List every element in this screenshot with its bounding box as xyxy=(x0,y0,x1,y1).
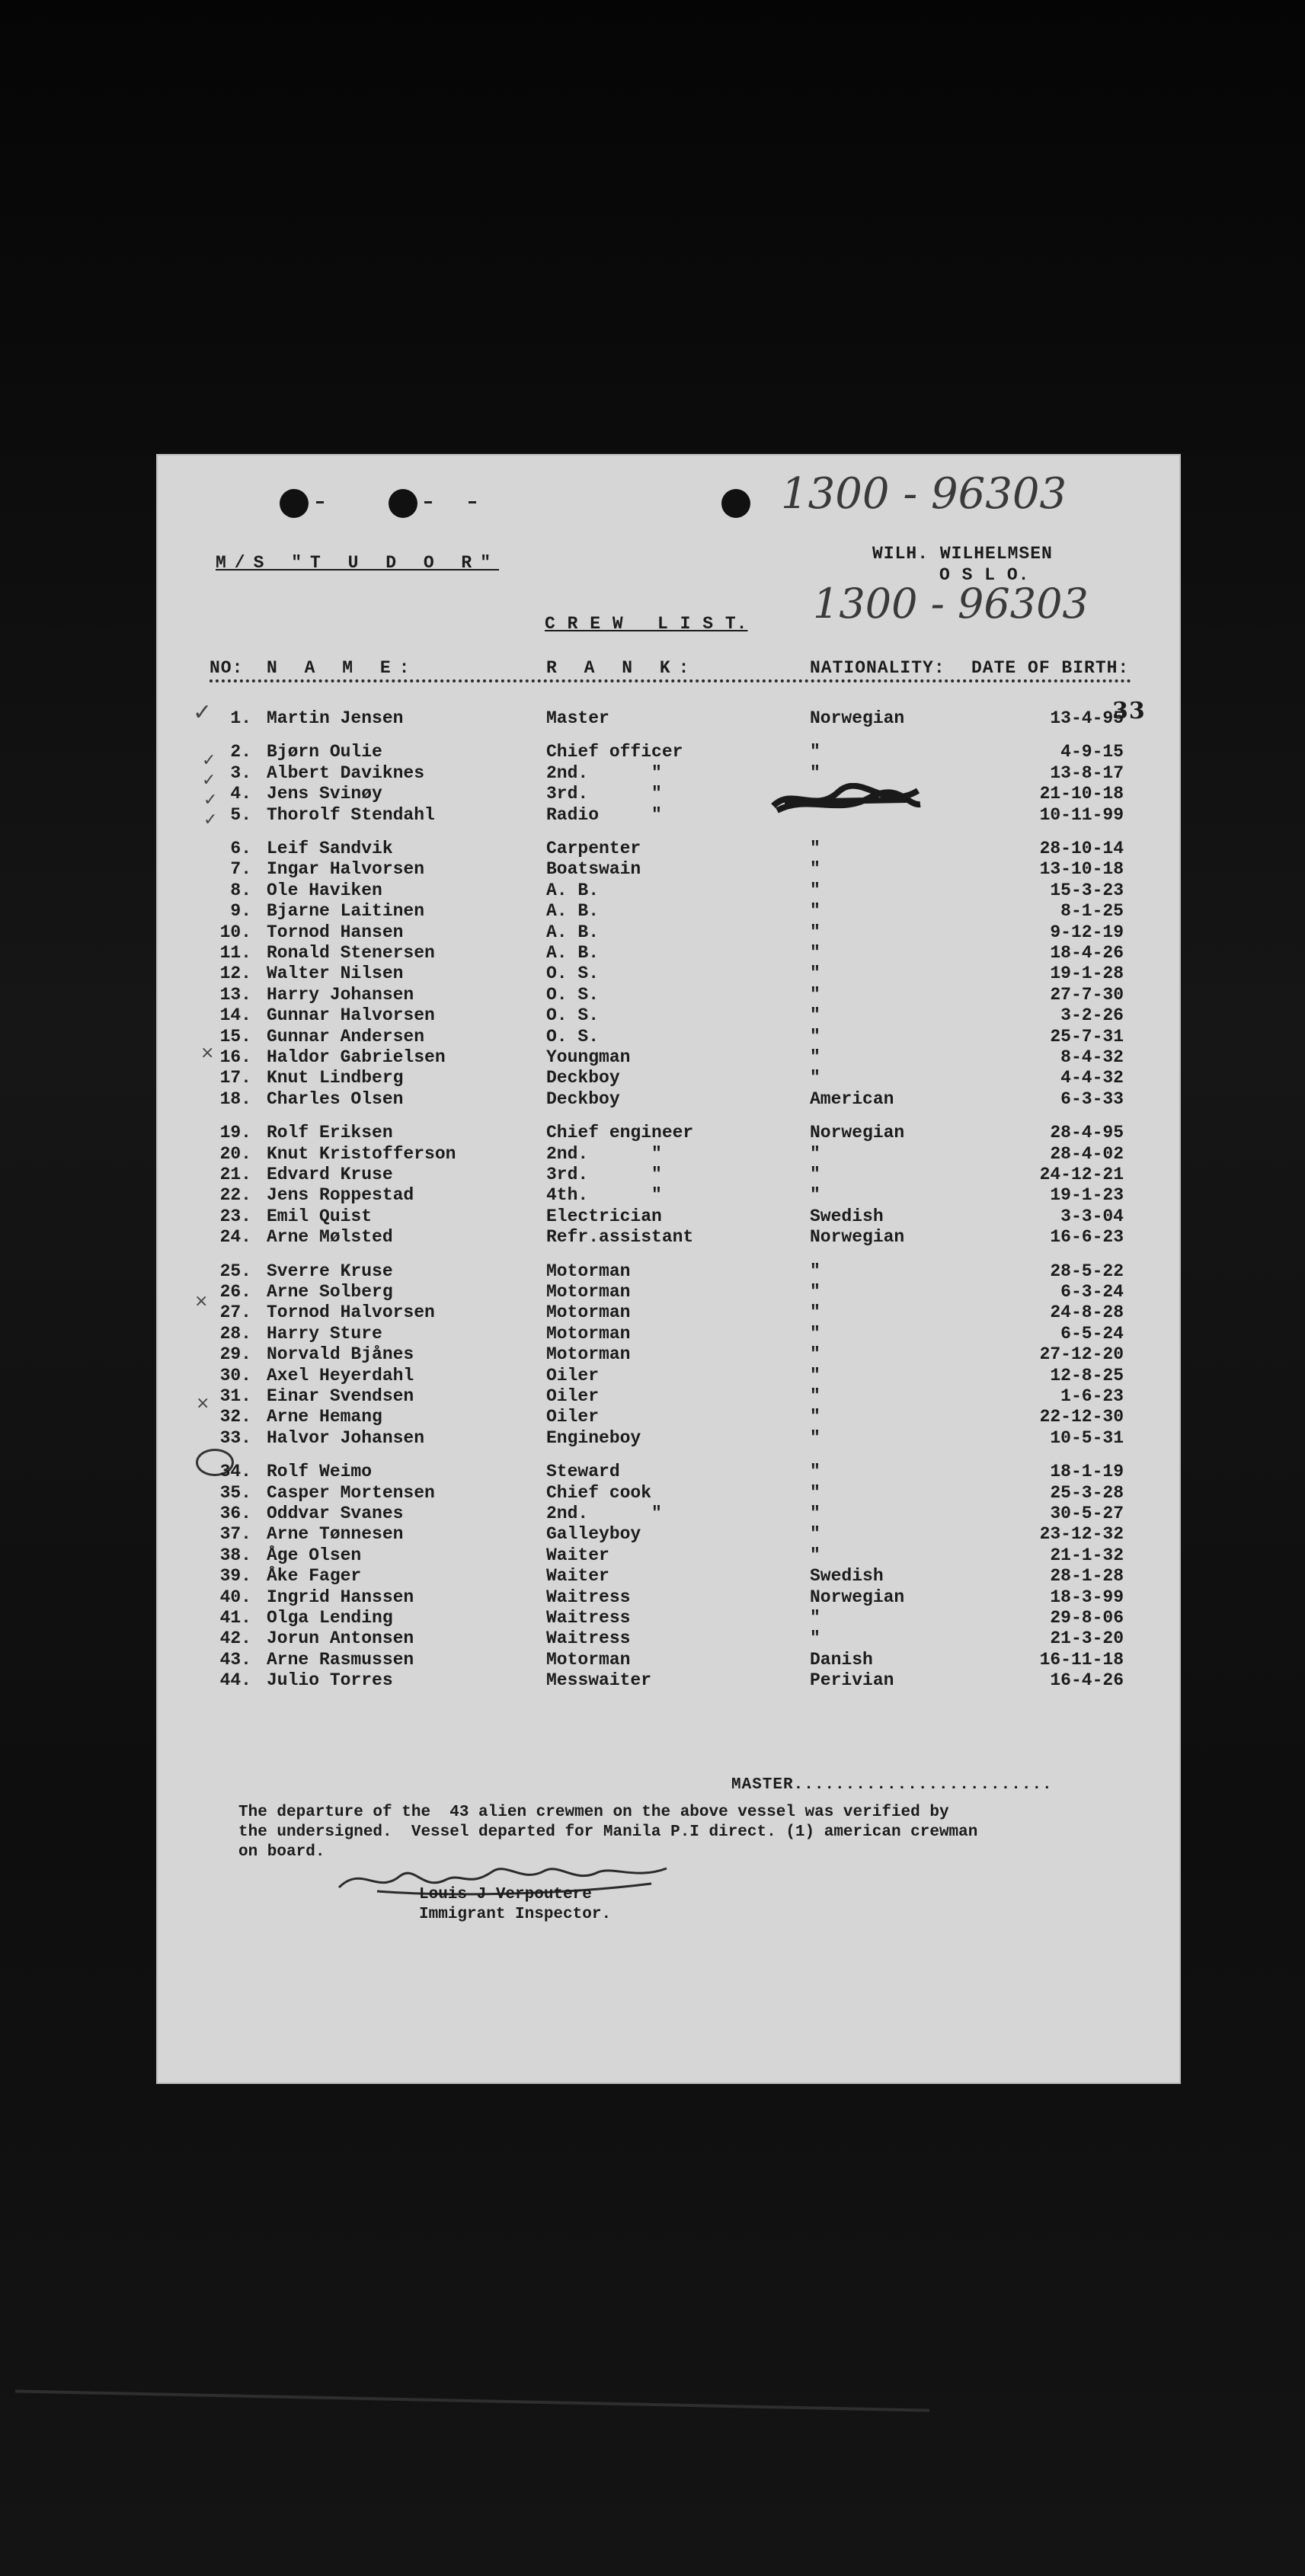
crew-number: 34. xyxy=(219,1462,251,1482)
crew-nationality: " xyxy=(810,839,820,858)
crew-number: 21. xyxy=(219,1165,251,1184)
crew-row xyxy=(156,964,1181,983)
crew-number: 44. xyxy=(219,1670,251,1691)
crew-date-of-birth: 10-5-31 xyxy=(1050,1427,1124,1448)
crew-row xyxy=(156,1227,1181,1247)
owner-line-2: O S L O. xyxy=(939,565,1030,585)
crew-number: 43. xyxy=(219,1649,251,1670)
crew-date-of-birth: 10-11-99 xyxy=(1039,804,1124,825)
check-mark: ✓ xyxy=(203,810,218,829)
crew-name: Rolf Eriksen xyxy=(267,1123,393,1143)
crew-date-of-birth: 28-10-14 xyxy=(1039,839,1124,858)
crew-number: 14. xyxy=(219,1005,251,1026)
crew-nationality: Perivian xyxy=(810,1670,894,1691)
crew-name: Bjørn Oulie xyxy=(267,742,382,762)
crew-number: 8. xyxy=(230,880,251,900)
inspector-title: Immigrant Inspector. xyxy=(419,1906,612,1923)
crew-nationality: " xyxy=(810,1005,820,1026)
crew-number: 20. xyxy=(219,1143,251,1164)
crew-date-of-birth: 24-12-21 xyxy=(1039,1165,1124,1184)
crew-name: Einar Svendsen xyxy=(267,1386,414,1406)
crew-number: 30. xyxy=(219,1365,251,1385)
crew-date-of-birth: 6-5-24 xyxy=(1060,1323,1124,1344)
crew-row xyxy=(156,1483,1181,1503)
x-mark: × xyxy=(196,1394,210,1413)
crew-nationality: " xyxy=(810,1462,820,1482)
crew-date-of-birth: 8-1-25 xyxy=(1060,901,1124,922)
crew-number: 17. xyxy=(219,1068,251,1088)
crew-rank: O. S. xyxy=(546,984,600,1005)
crew-name: Arne Mølsted xyxy=(267,1227,393,1248)
crew-date-of-birth: 13-4-95 xyxy=(1050,708,1124,728)
crew-nationality: " xyxy=(810,880,820,900)
crew-name: Thorolf Stendahl xyxy=(267,804,435,825)
crew-row xyxy=(156,1068,1181,1088)
crew-rank: A. B. xyxy=(546,922,600,942)
verification-note-line-1: The departure of the 43 alien crewmen on the above vessel was verified by xyxy=(238,1804,949,1821)
crew-name: Knut Lindberg xyxy=(267,1068,404,1088)
crew-row xyxy=(156,805,1181,825)
crew-rank: 2nd. " xyxy=(546,762,662,783)
crew-nationality: " xyxy=(810,762,820,783)
crew-name: Tornod Halvorsen xyxy=(267,1302,435,1323)
crew-date-of-birth: 29-8-06 xyxy=(1050,1608,1124,1628)
crew-number: 12. xyxy=(219,964,251,984)
crew-name: Martin Jensen xyxy=(267,708,404,728)
check-mark: ✓ xyxy=(202,751,216,770)
crew-row xyxy=(156,985,1181,1005)
crew-nationality: " xyxy=(810,1386,820,1406)
crew-row xyxy=(156,1047,1181,1067)
crew-date-of-birth: 28-4-95 xyxy=(1050,1123,1124,1143)
crew-row xyxy=(156,742,1181,762)
crew-date-of-birth: 16-11-18 xyxy=(1039,1649,1124,1670)
crew-date-of-birth: 22-12-30 xyxy=(1039,1407,1124,1427)
crew-name: Norvald Bjånes xyxy=(267,1344,414,1365)
crew-row xyxy=(156,1545,1181,1565)
crew-nationality: " xyxy=(810,922,820,942)
crew-date-of-birth: 18-3-99 xyxy=(1050,1587,1124,1607)
punch-hole xyxy=(389,489,417,518)
crew-rank: Boatswain xyxy=(546,859,641,880)
column-header-no: NO: xyxy=(210,658,244,678)
crew-number: 3. xyxy=(230,762,251,783)
crew-row xyxy=(156,1165,1181,1184)
check-mark: ✓ xyxy=(202,771,216,790)
crew-nationality: " xyxy=(810,1545,820,1565)
crew-number: 1. xyxy=(230,708,251,728)
crew-rank: Master xyxy=(546,708,609,728)
crew-name: Sverre Kruse xyxy=(267,1261,393,1281)
crew-date-of-birth: 9-12-19 xyxy=(1050,922,1124,942)
crew-rank: Radio " xyxy=(546,804,662,825)
crew-date-of-birth: 1-6-23 xyxy=(1060,1386,1124,1406)
crew-nationality: American xyxy=(810,1088,894,1109)
crew-name: Walter Nilsen xyxy=(267,964,404,984)
crew-rank: O. S. xyxy=(546,1026,600,1047)
crew-name: Edvard Kruse xyxy=(267,1165,393,1184)
crew-date-of-birth: 12-8-25 xyxy=(1050,1365,1124,1385)
crew-date-of-birth: 13-8-17 xyxy=(1050,762,1124,783)
crew-number: 41. xyxy=(219,1608,251,1628)
crew-row xyxy=(156,1650,1181,1670)
crew-row xyxy=(156,881,1181,900)
crew-number: 23. xyxy=(219,1206,251,1226)
crew-nationality: Norwegian xyxy=(810,1587,905,1607)
crew-number: 38. xyxy=(219,1545,251,1565)
crew-name: Gunnar Halvorsen xyxy=(267,1005,435,1026)
crew-nationality: " xyxy=(810,964,820,984)
crew-name: Leif Sandvik xyxy=(267,839,393,858)
crew-number: 32. xyxy=(219,1407,251,1427)
crew-date-of-birth: 6-3-24 xyxy=(1060,1282,1124,1302)
crew-number: 33. xyxy=(219,1427,251,1448)
crew-nationality: " xyxy=(810,943,820,963)
crew-rank: 3rd. " xyxy=(546,1165,662,1184)
crew-row xyxy=(156,1386,1181,1406)
crew-number: 29. xyxy=(219,1344,251,1365)
crew-nationality: " xyxy=(810,742,820,762)
crew-rank: O. S. xyxy=(546,1005,600,1026)
crew-nationality: " xyxy=(810,1302,820,1323)
crew-number: 25. xyxy=(219,1261,251,1281)
crew-row xyxy=(156,1089,1181,1109)
crew-name: Charles Olsen xyxy=(267,1088,404,1109)
crew-name: Gunnar Andersen xyxy=(267,1026,425,1047)
crew-rank: Waiter xyxy=(546,1545,609,1565)
crew-row xyxy=(156,1670,1181,1690)
crew-date-of-birth: 4-4-32 xyxy=(1060,1068,1124,1088)
crew-nationality: " xyxy=(810,1185,820,1206)
punch-hole xyxy=(721,489,750,518)
crew-name: Ole Haviken xyxy=(267,880,382,900)
crew-row xyxy=(156,1608,1181,1628)
crew-date-of-birth: 8-4-32 xyxy=(1060,1047,1124,1067)
column-header-nationality: NATIONALITY: xyxy=(810,658,945,678)
crew-name: Ronald Stenersen xyxy=(267,943,435,963)
crew-rank: 4th. " xyxy=(546,1185,662,1206)
crew-name: Tornod Hansen xyxy=(267,922,404,942)
crew-number: 4. xyxy=(230,784,251,804)
crew-rank: Chief cook xyxy=(546,1482,652,1503)
crew-number: 2. xyxy=(230,742,251,762)
crew-nationality: Danish xyxy=(810,1649,873,1670)
crew-number: 36. xyxy=(219,1504,251,1523)
crew-name: Arne Rasmussen xyxy=(267,1649,414,1670)
crew-row xyxy=(156,1628,1181,1648)
crew-rank: Motorman xyxy=(546,1323,631,1344)
check-mark: ✓ xyxy=(193,699,213,726)
crew-row xyxy=(156,1366,1181,1385)
crew-date-of-birth: 25-3-28 xyxy=(1050,1482,1124,1503)
crew-name: Haldor Gabrielsen xyxy=(267,1047,446,1067)
x-mark: × xyxy=(200,1044,215,1063)
crew-nationality: " xyxy=(810,1261,820,1281)
crew-nationality: " xyxy=(810,1282,820,1302)
crew-number: 7. xyxy=(230,859,251,880)
crew-nationality: " xyxy=(810,1344,820,1365)
crew-rank: Refr.assistant xyxy=(546,1227,694,1248)
punch-hole xyxy=(280,489,309,518)
crew-date-of-birth: 3-3-04 xyxy=(1060,1206,1124,1226)
vessel-name: M/S "T U D O R" xyxy=(216,553,500,573)
inspector-name: Louis J Verpoutere xyxy=(419,1886,592,1903)
crew-nationality: " xyxy=(810,1407,820,1427)
crew-row xyxy=(156,1185,1181,1205)
crew-rank: Waiter xyxy=(546,1566,609,1587)
crew-number: 39. xyxy=(219,1566,251,1587)
column-header-dob: DATE OF BIRTH: xyxy=(971,658,1130,678)
crew-name: Julio Torres xyxy=(267,1670,393,1691)
crew-row xyxy=(156,763,1181,783)
check-mark: ✓ xyxy=(203,791,218,810)
crew-row xyxy=(156,1344,1181,1364)
crew-number: 26. xyxy=(219,1282,251,1302)
crew-nationality: " xyxy=(810,1068,820,1088)
crew-name: Ingar Halvorsen xyxy=(267,859,425,880)
crew-name: Åke Fager xyxy=(267,1566,362,1587)
crew-date-of-birth: 25-7-31 xyxy=(1050,1026,1124,1047)
crew-nationality: " xyxy=(810,1504,820,1523)
crew-row xyxy=(156,708,1181,728)
crew-rank: Motorman xyxy=(546,1302,631,1323)
crew-nationality: " xyxy=(810,1365,820,1385)
crew-rank: Messwaiter xyxy=(546,1670,652,1691)
crew-number: 28. xyxy=(219,1323,251,1344)
verification-note-line-2: the undersigned. Vessel departed for Manila P.I direct. (1) american crewman xyxy=(238,1823,978,1841)
crew-row xyxy=(156,859,1181,879)
crew-rank: Deckboy xyxy=(546,1068,620,1088)
x-mark: × xyxy=(194,1292,209,1311)
crew-nationality: " xyxy=(810,1026,820,1047)
crew-nationality: " xyxy=(810,1143,820,1164)
crew-row xyxy=(156,901,1181,921)
crew-row xyxy=(156,1504,1181,1523)
crew-name: Arne Solberg xyxy=(267,1282,393,1302)
crew-row xyxy=(156,1027,1181,1047)
crew-nationality: " xyxy=(810,1427,820,1448)
crew-name: Axel Heyerdahl xyxy=(267,1365,414,1385)
crew-row xyxy=(156,1566,1181,1586)
crew-name: Jens Svinøy xyxy=(267,784,382,804)
crew-rank: A. B. xyxy=(546,901,600,922)
crew-row xyxy=(156,1407,1181,1427)
crew-rank: Galleyboy xyxy=(546,1524,641,1545)
crew-rank: 3rd. " xyxy=(546,784,662,804)
crew-number: 42. xyxy=(219,1628,251,1649)
crew-nationality: Norwegian xyxy=(810,708,905,728)
crew-name: Knut Kristofferson xyxy=(267,1143,456,1164)
crew-row xyxy=(156,1302,1181,1322)
hole-mark xyxy=(424,501,432,503)
crew-row xyxy=(156,1207,1181,1226)
crew-rank: Oiler xyxy=(546,1386,600,1406)
crew-nationality: Swedish xyxy=(810,1566,884,1587)
crew-name: Emil Quist xyxy=(267,1206,373,1226)
crew-rank: Motorman xyxy=(546,1649,631,1670)
crew-nationality: " xyxy=(810,1323,820,1344)
crew-date-of-birth: 18-4-26 xyxy=(1050,943,1124,963)
column-header-name: N A M E: xyxy=(267,658,418,678)
crew-rank: Waitress xyxy=(546,1628,631,1649)
crew-number: 13. xyxy=(219,984,251,1005)
document-title: C R E W L I S T. xyxy=(545,614,748,634)
crew-name: Bjarne Laitinen xyxy=(267,901,425,922)
owner-line-1: WILH. WILHELMSEN xyxy=(872,544,1053,564)
crew-rank: Waitress xyxy=(546,1587,631,1607)
crew-rank: Oiler xyxy=(546,1365,600,1385)
crew-number: 31. xyxy=(219,1386,251,1406)
crew-row xyxy=(156,1144,1181,1164)
verification-note-line-3: on board. xyxy=(238,1843,325,1861)
crew-nationality: " xyxy=(810,1628,820,1649)
crew-name: Jens Roppestad xyxy=(267,1185,414,1206)
crew-row xyxy=(156,1324,1181,1344)
crew-rank: Carpenter xyxy=(546,839,641,858)
crew-rank: Chief officer xyxy=(546,742,683,762)
crew-name: Jorun Antonsen xyxy=(267,1628,414,1649)
crew-name: Harry Johansen xyxy=(267,984,414,1005)
crew-row xyxy=(156,784,1181,804)
crew-date-of-birth: 27-7-30 xyxy=(1050,984,1124,1005)
crew-name: Ingrid Hanssen xyxy=(267,1587,414,1607)
crew-number: 9. xyxy=(230,901,251,922)
crew-row xyxy=(156,1261,1181,1281)
crew-date-of-birth: 28-4-02 xyxy=(1050,1143,1124,1164)
crew-number: 18. xyxy=(219,1088,251,1109)
handwritten-file-number-top: 1300 - 96303 xyxy=(781,469,1067,519)
crew-name: Albert Daviknes xyxy=(267,762,425,783)
crew-name: Åge Olsen xyxy=(267,1545,362,1565)
crew-row xyxy=(156,1005,1181,1025)
crew-name: Rolf Weimo xyxy=(267,1462,373,1482)
crew-rank: Motorman xyxy=(546,1282,631,1302)
crew-rank: Motorman xyxy=(546,1344,631,1365)
column-header-rank: R A N K: xyxy=(546,658,698,678)
crew-row xyxy=(156,922,1181,942)
crew-number: 6. xyxy=(230,839,251,858)
crew-rank: 2nd. " xyxy=(546,1143,662,1164)
crew-date-of-birth: 28-5-22 xyxy=(1050,1261,1124,1281)
crew-date-of-birth: 15-3-23 xyxy=(1050,880,1124,900)
crew-row xyxy=(156,943,1181,963)
crew-nationality: " xyxy=(810,1482,820,1503)
crew-rank: Oiler xyxy=(546,1407,600,1427)
crew-nationality: " xyxy=(810,1608,820,1628)
crew-row xyxy=(156,1282,1181,1302)
crew-number: 10. xyxy=(219,922,251,942)
crew-rank: Electrician xyxy=(546,1206,662,1226)
crew-name: Oddvar Svanes xyxy=(267,1504,404,1523)
crew-rank: O. S. xyxy=(546,964,600,984)
crew-nationality: Norwegian xyxy=(810,1227,905,1248)
crew-date-of-birth: 27-12-20 xyxy=(1039,1344,1124,1365)
crew-date-of-birth: 21-10-18 xyxy=(1039,784,1124,804)
crew-rank: Engineboy xyxy=(546,1427,641,1448)
crew-row xyxy=(156,1428,1181,1448)
crew-name: Arne Hemang xyxy=(267,1407,382,1427)
crew-name: Harry Sture xyxy=(267,1323,382,1344)
crew-nationality: " xyxy=(810,984,820,1005)
crew-date-of-birth: 13-10-18 xyxy=(1039,859,1124,880)
crew-nationality: " xyxy=(810,1524,820,1545)
crew-nationality: Swedish xyxy=(810,1206,884,1226)
crew-date-of-birth: 30-5-27 xyxy=(1050,1504,1124,1523)
crew-nationality: " xyxy=(810,1047,820,1067)
master-signature-line: MASTER......................... xyxy=(731,1776,1053,1794)
crew-rank: Deckboy xyxy=(546,1088,620,1109)
crew-nationality: Norwegian xyxy=(810,1123,905,1143)
crew-date-of-birth: 19-1-28 xyxy=(1050,964,1124,984)
crew-number: 27. xyxy=(219,1302,251,1323)
crew-date-of-birth: 28-1-28 xyxy=(1050,1566,1124,1587)
handwritten-file-number-mid: 1300 - 96303 xyxy=(813,580,1089,628)
crew-date-of-birth: 21-1-32 xyxy=(1050,1545,1124,1565)
crew-nationality: " xyxy=(810,901,820,922)
crew-row xyxy=(156,1462,1181,1481)
crew-number: 35. xyxy=(219,1482,251,1503)
crew-row xyxy=(156,1123,1181,1143)
crew-name: Olga Lending xyxy=(267,1608,393,1628)
crew-date-of-birth: 16-4-26 xyxy=(1050,1670,1124,1691)
crew-number: 24. xyxy=(219,1227,251,1248)
crew-number: 16. xyxy=(219,1047,251,1067)
crew-rank: Chief engineer xyxy=(546,1123,694,1143)
crew-date-of-birth: 24-8-28 xyxy=(1050,1302,1124,1323)
crew-date-of-birth: 3-2-26 xyxy=(1060,1005,1124,1026)
crew-date-of-birth: 4-9-15 xyxy=(1060,742,1124,762)
crew-number: 15. xyxy=(219,1026,251,1047)
crew-rank: Waitress xyxy=(546,1608,631,1628)
crew-rank: A. B. xyxy=(546,943,600,963)
header-rule xyxy=(210,679,1131,682)
crew-rank: Steward xyxy=(546,1462,620,1482)
crew-name: Casper Mortensen xyxy=(267,1482,435,1503)
crew-rank: Motorman xyxy=(546,1261,631,1281)
crew-name: Halvor Johansen xyxy=(267,1427,425,1448)
crew-list-page xyxy=(156,454,1181,2084)
crew-rank: Youngman xyxy=(546,1047,631,1067)
crew-nationality: " xyxy=(810,859,820,880)
crew-date-of-birth: 16-6-23 xyxy=(1050,1227,1124,1248)
crew-row xyxy=(156,839,1181,858)
hole-mark xyxy=(469,501,476,503)
crew-date-of-birth: 21-3-20 xyxy=(1050,1628,1124,1649)
page-number: 33 xyxy=(1112,698,1146,724)
crew-number: 40. xyxy=(219,1587,251,1607)
crew-date-of-birth: 19-1-23 xyxy=(1050,1185,1124,1206)
crew-row xyxy=(156,1524,1181,1544)
crew-nationality: " xyxy=(810,1165,820,1184)
crew-number: 19. xyxy=(219,1123,251,1143)
crew-date-of-birth: 6-3-33 xyxy=(1060,1088,1124,1109)
crew-row xyxy=(156,1587,1181,1607)
crew-number: 11. xyxy=(219,943,251,963)
crew-date-of-birth: 18-1-19 xyxy=(1050,1462,1124,1482)
crew-rank: A. B. xyxy=(546,880,600,900)
crew-date-of-birth: 23-12-32 xyxy=(1039,1524,1124,1545)
hole-mark xyxy=(316,501,324,503)
crew-rank: 2nd. " xyxy=(546,1504,662,1523)
crew-name: Arne Tønnesen xyxy=(267,1524,404,1545)
crew-number: 22. xyxy=(219,1185,251,1206)
crew-number: 37. xyxy=(219,1524,251,1545)
crew-number: 5. xyxy=(230,804,251,825)
